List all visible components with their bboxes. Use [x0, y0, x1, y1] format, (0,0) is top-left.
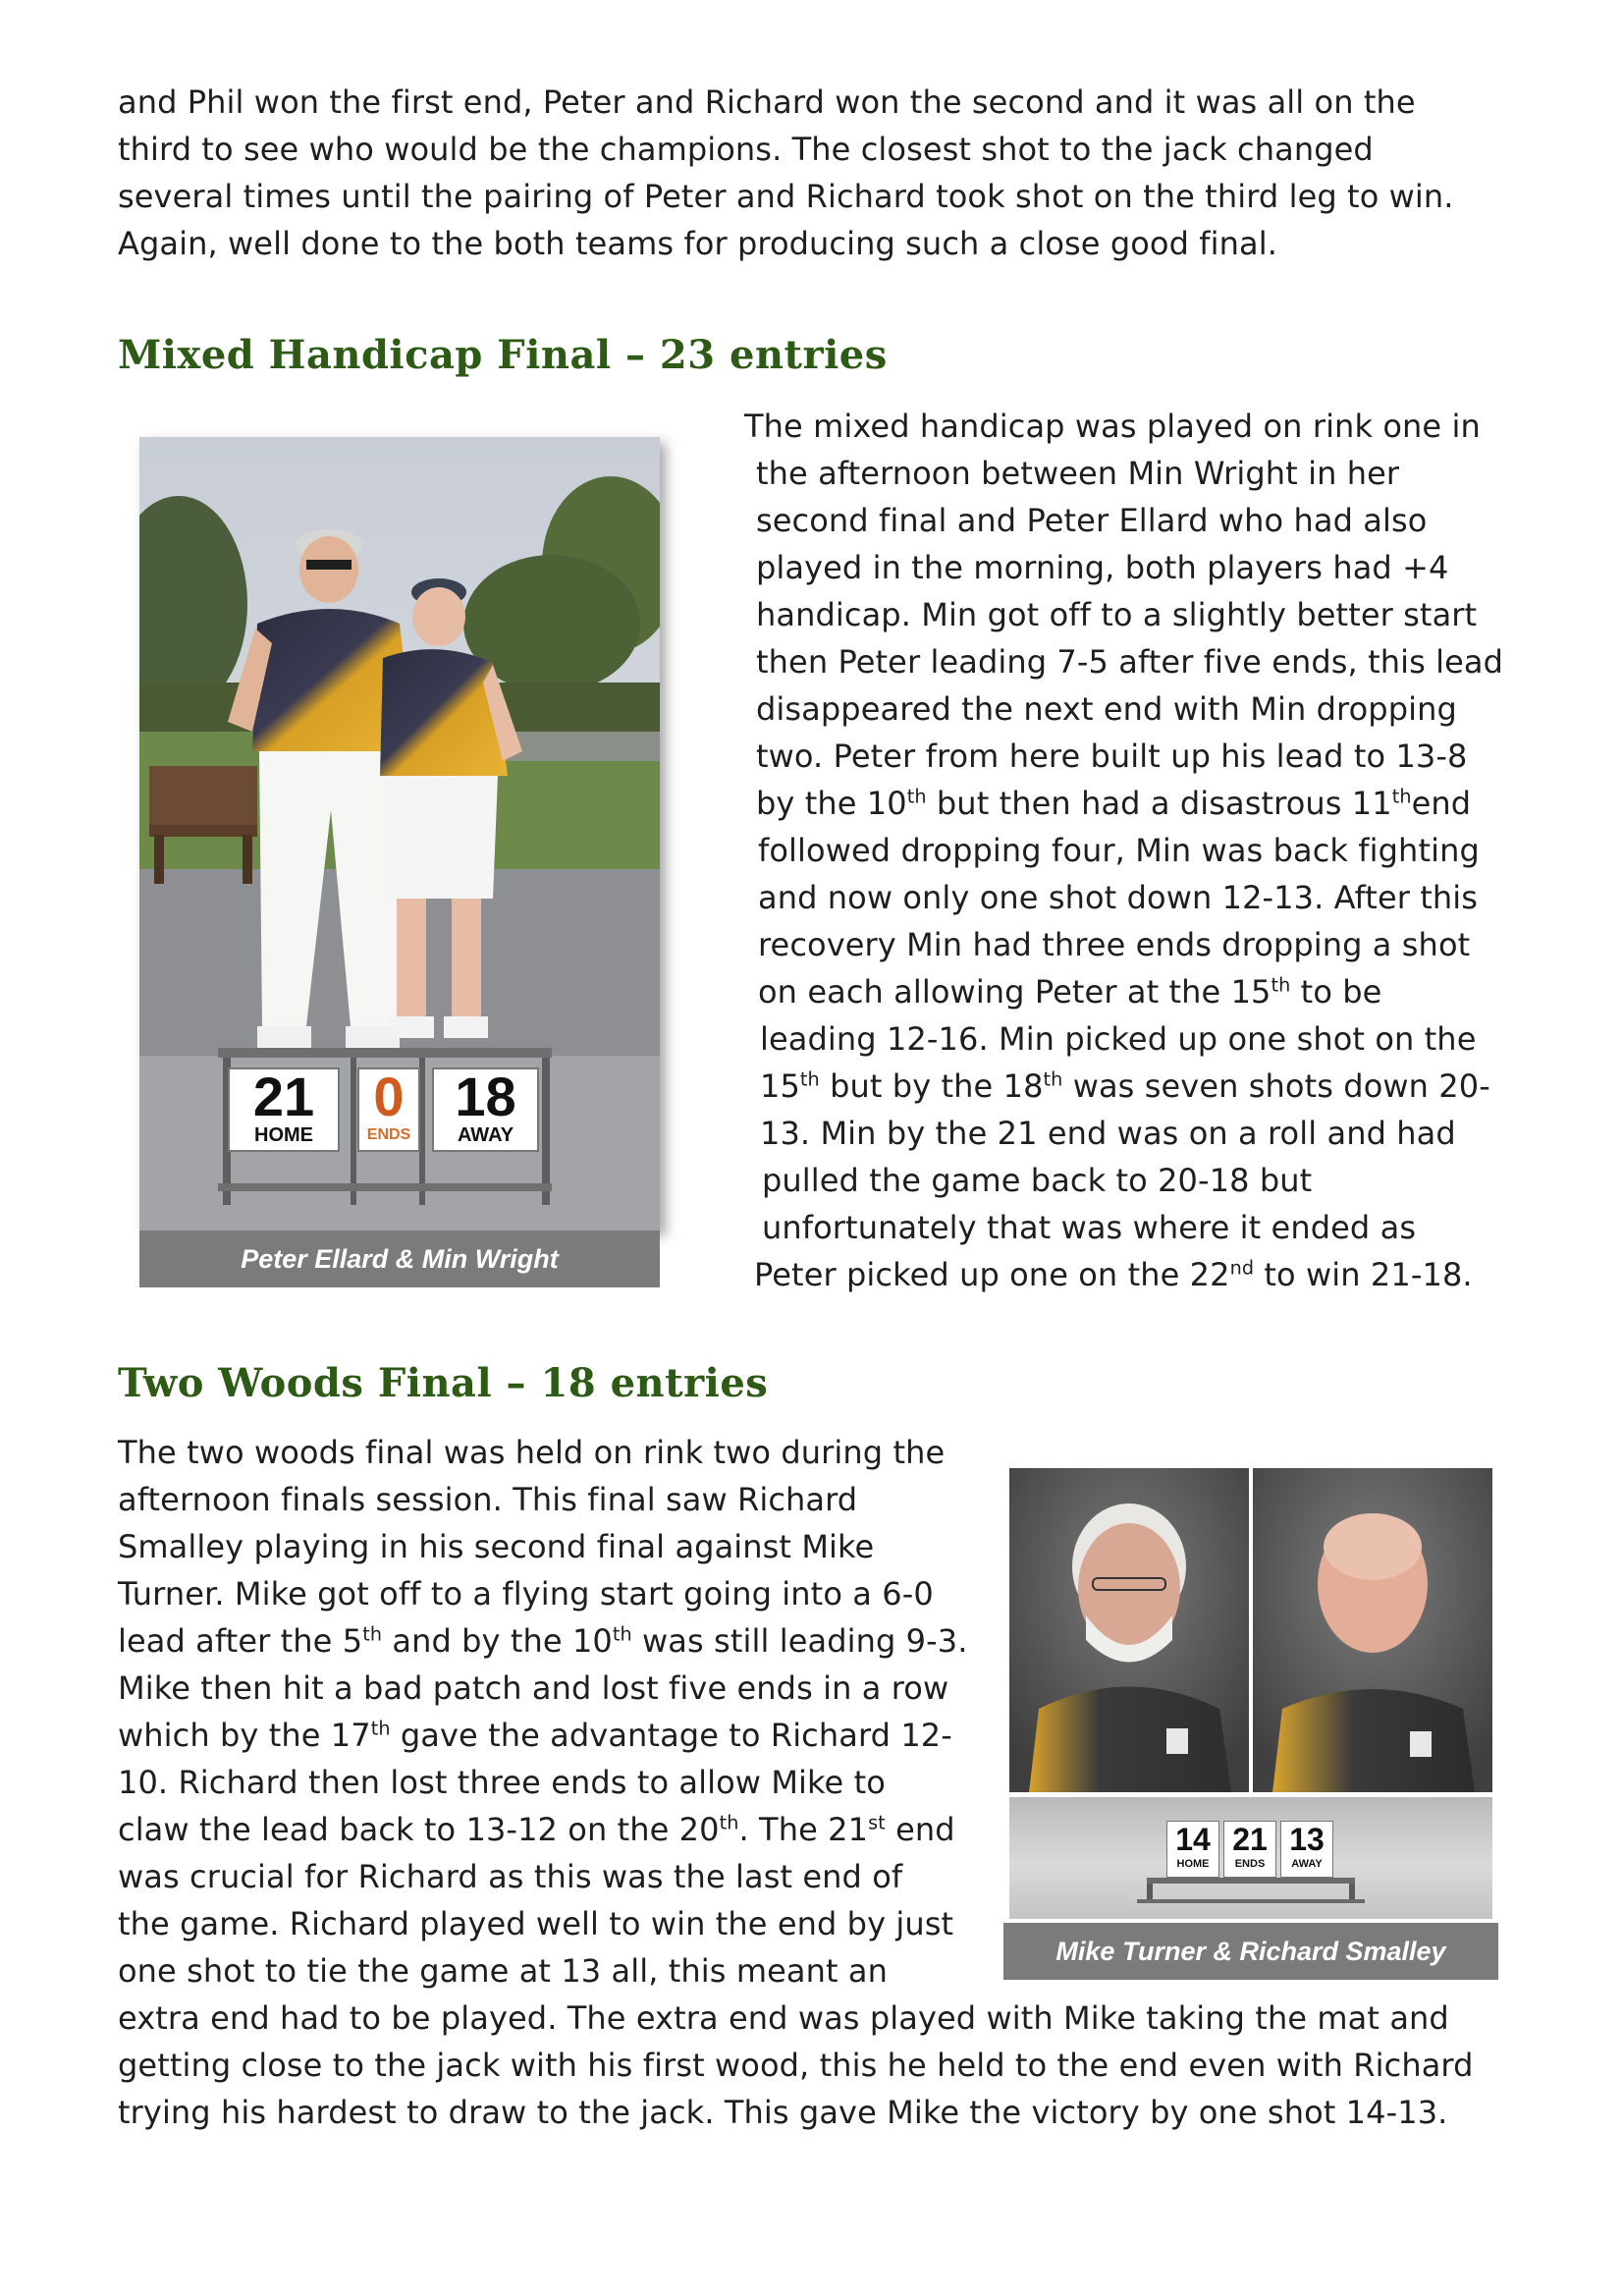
mixed-line: handicap. Min got off to a slightly better start [756, 596, 1478, 633]
home-score: 21 [252, 1066, 315, 1127]
two-woods-line: was crucial for Richard as this was the last end of [118, 1858, 903, 1895]
mixed-line: 13. Min by the 21 end was on a roll and had [760, 1115, 1456, 1152]
two-woods-line: afternoon finals session. This final saw Richard [118, 1481, 858, 1518]
tw-ends-score: 21 [1232, 1822, 1268, 1857]
mixed-line: on each allowing Peter at the 15th to be [758, 973, 1382, 1011]
mixed-line: leading 12-16. Min picked up one shot on the [760, 1020, 1477, 1058]
mixed-line: recovery Min had three ends dropping a shot [758, 926, 1471, 963]
tw-home-label: HOME [1176, 1858, 1210, 1870]
two-woods-line: Smalley playing in his second final against Mike [118, 1528, 875, 1565]
mixed-line: the afternoon between Min Wright in her [756, 455, 1400, 492]
intro-line: several times until the pairing of Peter and Richard took shot on the third leg to win. [118, 178, 1454, 215]
mixed-line: two. Peter from here built up his lead to 13-8 [756, 738, 1468, 775]
two-woods-paragraph [118, 1429, 992, 1995]
tw-away-score: 13 [1289, 1822, 1325, 1857]
mixed-line: 15th but by the 18th was seven shots down 20- [760, 1067, 1490, 1105]
two-woods-heading: Two Woods Final – 18 entries [118, 1360, 769, 1406]
two-woods-line: trying his hardest to draw to the jack. This gave Mike the victory by one shot 14-13. [118, 2094, 1448, 2131]
mixed-line: pulled the game back to 20-18 but [762, 1162, 1313, 1199]
two-woods-line: The two woods final was held on rink two during the [118, 1434, 946, 1471]
mixed-line: disappeared the next end with Min dropping [756, 690, 1457, 728]
tw-ends-card [1223, 1821, 1276, 1878]
two-woods-line: lead after the 5th and by the 10th was still leading 9-3. [118, 1622, 968, 1660]
tw-ends-label: ENDS [1234, 1858, 1266, 1870]
two-woods-line: 10. Richard then lost three ends to allow Mike to [118, 1764, 886, 1801]
tw-away-card [1280, 1821, 1333, 1878]
two-woods-continuation [118, 1995, 1532, 2136]
mixed-line: and now only one shot down 12-13. After this [758, 879, 1479, 916]
ends-score-card [357, 1067, 420, 1152]
two-woods-line: the game. Richard played well to win the end by just [118, 1905, 954, 1942]
mixed-handicap-heading: Mixed Handicap Final – 23 entries [118, 332, 888, 378]
portrait-photo [1009, 1468, 1249, 1792]
mixed-line: unfortunately that was where it ended as [762, 1209, 1417, 1246]
mixed-line: then Peter leading 7-5 after five ends, this lead [756, 643, 1504, 681]
away-score: 18 [455, 1066, 516, 1127]
two-woods-line: Mike then hit a bad patch and lost five ends in a row [118, 1669, 949, 1707]
portrait-photo [1253, 1468, 1492, 1792]
peter-min-photo [139, 437, 660, 1230]
two-woods-line: getting close to the jack with his first wood, this he held to the end even with Richard [118, 2047, 1474, 2084]
ends-score: 0 [373, 1066, 405, 1127]
intro-paragraph [118, 79, 1532, 267]
mixed-line: played in the morning, both players had +4 [756, 549, 1449, 586]
scoreboard-photo [1009, 1797, 1492, 1919]
photo-caption-mike-richard: Mike Turner & Richard Smalley [1003, 1923, 1498, 1980]
away-label: AWAY [457, 1124, 514, 1146]
ends-label: ENDS [366, 1126, 411, 1143]
home-label: HOME [254, 1124, 313, 1146]
two-woods-line: extra end had to be played. The extra end was played with Mike taking the mat and [118, 1999, 1449, 2037]
intro-line: and Phil won the first end, Peter and Richard won the second and it was all on the [118, 83, 1416, 121]
two-woods-line: Turner. Mike got off to a flying start going into a 6-0 [118, 1575, 934, 1613]
two-woods-line: claw the lead back to 13-12 on the 20th. The 21st end [118, 1811, 955, 1848]
mixed-line: second final and Peter Ellard who had also [756, 502, 1428, 539]
mixed-line: Peter picked up one on the 22nd to win 21-18. [754, 1256, 1473, 1293]
tw-away-label: AWAY [1291, 1858, 1323, 1870]
mixed-line: followed dropping four, Min was back fighting [758, 832, 1480, 869]
away-score-card [432, 1067, 539, 1152]
tw-home-score: 14 [1175, 1822, 1211, 1857]
portrait-mike-turner [1009, 1468, 1249, 1792]
mixed-line: by the 10th but then had a disastrous 11thend [756, 785, 1472, 822]
portrait-richard-smalley [1253, 1468, 1492, 1792]
home-score-card [228, 1067, 340, 1152]
tw-home-card [1166, 1821, 1219, 1878]
photo-caption-peter-min: Peter Ellard & Min Wright [139, 1230, 660, 1287]
intro-line: third to see who would be the champions. The closest shot to the jack changed [118, 131, 1374, 168]
two-woods-line: which by the 17th gave the advantage to Richard 12- [118, 1717, 952, 1754]
intro-line: Again, well done to the both teams for producing such a close good final. [118, 225, 1278, 262]
two-woods-line: one shot to tie the game at 13 all, this meant an [118, 1952, 888, 1990]
mixed-line: The mixed handicap was played on rink one in [744, 408, 1481, 445]
mixed-handicap-paragraph [744, 403, 1530, 1298]
